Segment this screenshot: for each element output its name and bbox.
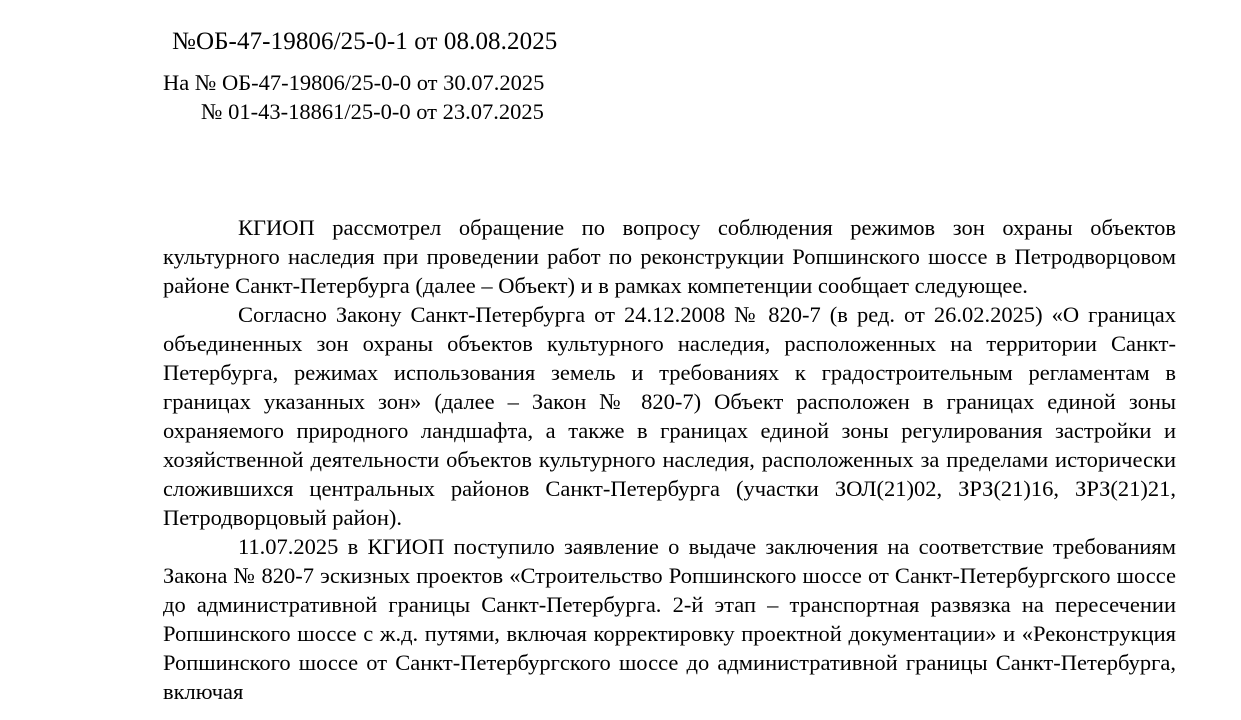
paragraph-law-reference: Согласно Закону Санкт-Петербурга от 24.12.2008 № 820-7 (в ред. от 26.02.2025) «О границах объединенных зон охраны объектов культурного наследия, расположенных на территории Санкт-Петербурга, режимах использования земель и требованиях к градостроительным регламентам в границах указанных зон» (далее – Закон № 820-7) Объект расположен в границах единой зоны охраняемого природного ландшафта, а также в границах единой зоны регулирования застройки и хозяйственной деятельности объектов культурного наследия, расположенных за пределами исторически сложившихся центральных районов Санкт-Петербурга (участки ЗОЛ(21)02, ЗРЗ(21)16, ЗРЗ(21)21, Петродворцовый район).	[163, 302, 1176, 530]
paragraph-application: 11.07.2025 в КГИОП поступило заявление о выдаче заключения на соответствие требованиям Закона № 820-7 эскизных проектов «Строительство Ропшинского шоссе от Санкт-Петербургского шоссе до административной границы Санкт-Петербурга. 2-й этап – транспортная развязка на пересечении Ропшинского шоссе с ж.д. путями, включая корректировку проектной документации» и «Реконструкция Ропшинского шоссе от Санкт-Петербургского шоссе до административной границы Санкт-Петербурга, включая	[163, 534, 1176, 704]
reference-number-2: № 01-43-18861/25-0-0 от 23.07.2025	[201, 99, 544, 124]
outgoing-document-number: №ОБ-47-19806/25-0-1 от 08.08.2025	[172, 28, 558, 55]
paragraph-intro: КГИОП рассмотрел обращение по вопросу соблюдения режимов зон охраны объектов культурного наследия при проведении работ по реконструкции Ропшинского шоссе в Петродворцовом районе Санкт-Петербурга (далее – Объект) и в рамках компетенции сообщает следующее.	[163, 215, 1176, 298]
letter-body	[163, 213, 1176, 706]
reference-number-1: На № ОБ-47-19806/25-0-0 от 30.07.2025	[163, 70, 545, 95]
